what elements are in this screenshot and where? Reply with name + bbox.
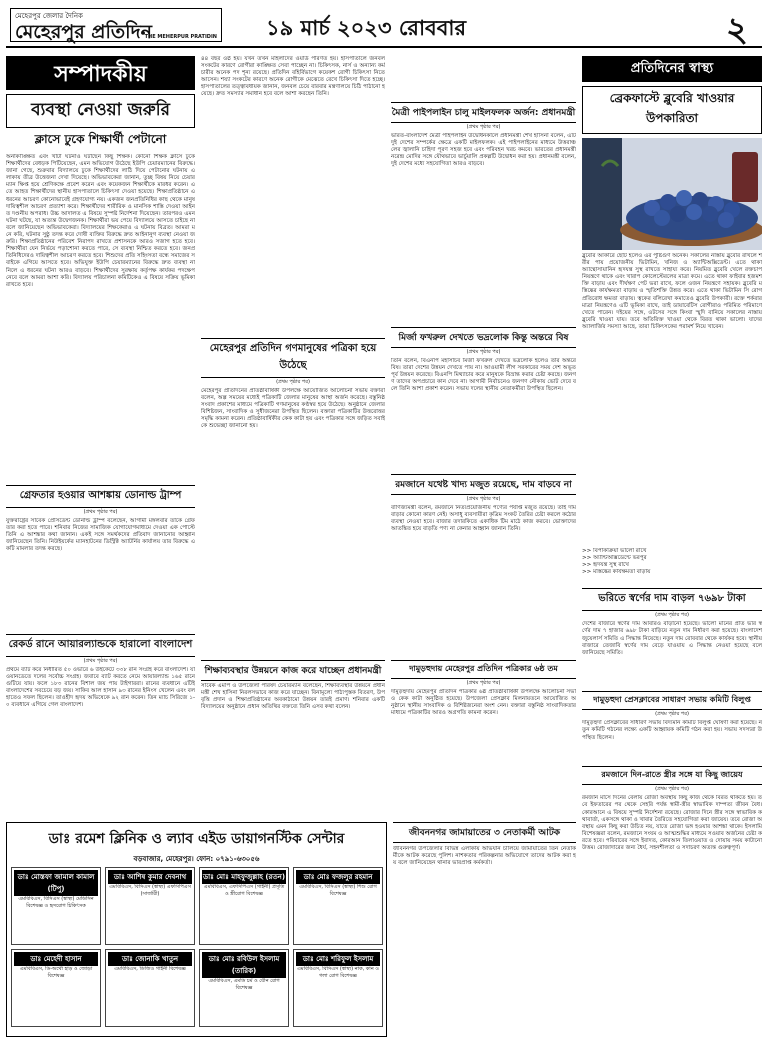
education-headline: শিক্ষাব্যবস্থার উন্নয়নে কাজ করে যাচ্ছেন প্রধানমন্ত্রী [201, 660, 385, 681]
doctor-card [105, 867, 195, 945]
doctor-detail: এমবিবিএস, বিসিএস (স্বাস্থ্য) শিশু রোগ বিশেষজ্ঞ [299, 884, 377, 897]
jibonnagar-body: জীবননগর উপজেলার বিভিন্ন এলাকায় অভিযান চালিয়ে জামায়াতের তিন নেতাকর্মীকে আটক করেছে পুলিশ। নাশকতার পরিকল্পনার অভিযোগে তাদের আটক করা হয় বলে জানিয়েছেন থানার ভারপ্রাপ্ত কর্মকর্তা। [393, 846, 576, 867]
hospital-body-cont [391, 56, 576, 98]
doctor-detail: এমবিবিএস, এমডি চর্ম ও যৌন রোগ বিশেষজ্ঞ [208, 978, 280, 991]
health-tip: >> মস্তিষ্কের কার্যক্ষমতা বাড়ায় [582, 569, 651, 576]
blueberry-image [582, 138, 762, 250]
health-tip: >> অ্যান্টিঅক্সিডেন্টে ভরপুর [582, 555, 647, 562]
clinic-advertisement [6, 822, 387, 1037]
anniversary-headline: মেহেরপুর প্রতিদিন গণমানুষের পত্রিকা হয়ে উঠেছে [201, 338, 385, 378]
ramadan-tips-body: রমজান মাসে দিনের বেলায় রোজা অবস্থায় কিছু কাজ থেকে বিরত থাকতে হয়। তবে ইফতারের পর থেকে সেহরি পর্যন্ত স্বামী-স্ত্রীর স্বাভাবিক দাম্পত্য জীবন বৈধ। কোরআনে এ বিষয়ে সুস্পষ্ট নির্দেশনা রয়েছে। রোজার দিনে স্ত্রীর সঙ্গে স্বাভাবিক কথাবার্তা, একসঙ্গে থাকা ও খাবার তৈরিতে সহযোগিতা করা জায়েয। তবে রোজা অবস্থায় এমন কিছু করা উচিত নয়, যাতে রোজা ভঙ্গ হওয়ার আশঙ্কা থাকে। ইসলামি বিশেষজ্ঞরা বলেন, রমজানে সংযম ও আত্মশুদ্ধির মাধ্যমে সওয়াব অর্জনের চেষ্টা করতে হবে। পরিবারের সঙ্গে ইবাদত, কোরআন তিলাওয়াত ও দোয়ায় সময় কাটানো উত্তম। রোজাদারের জন্য ধৈর্য, সহনশীলতা ও সদাচরণ অত্যন্ত গুরুত্বপূর্ণ। [582, 795, 762, 852]
doctor-card [105, 949, 195, 1027]
doctor-card [199, 867, 289, 945]
doctor-card [199, 949, 289, 1027]
damurhuda-body: দামুড়হুদায় মেহেরপুর প্রতিদিন পত্রিকার ৬ষ্ঠ প্রতিষ্ঠাবার্ষিকী উপলক্ষে আলোচনা সভা ও কেক কাটা অনুষ্ঠিত হয়েছে। উপজেলা প্রেসক্লাব মিলনায়তনে আয়োজিত অনুষ্ঠানে স্থানীয় সাংবাদিক ও বিশিষ্টজনেরা অংশ নেন। বক্তারা বস্তুনিষ্ঠ সাংবাদিকতার মাধ্যমে পত্রিকাটির আরও অগ্রগতি কামনা করেন। [391, 689, 576, 717]
health-title: ব্রেকফাস্টে ব্লুবেরি খাওয়ার উপকারিতা [582, 86, 762, 134]
issue-date: ১৯ মার্চ ২০২৩ রোববার [266, 16, 467, 40]
doctor-detail: এমবিবিএস, এফসিপিএস (গাইনী) প্রসূতি ও স্ত্রীরোগ বিশেষজ্ঞ [203, 884, 285, 897]
gold-continued: (প্রথম পৃষ্ঠার পর) [655, 612, 689, 619]
clinic-address: বড়বাজার, মেহেরপুর। ফোন: ০৭৯১-৬৩০৫৬ [133, 855, 260, 863]
anniversary-continued: (প্রথম পৃষ্ঠার পর) [276, 379, 310, 385]
trump-headline: গ্রেফতার হওয়ার আশঙ্কায় ডোনাল্ড ট্রাম্প [6, 485, 195, 508]
newspaper-name: মেহেরপুর প্রতিদিন [15, 21, 152, 43]
cricket-continued: (প্রথম পৃষ্ঠার পর) [83, 658, 118, 664]
doctor-detail: এমবিবিএস, বিসিএস (স্বাস্থ্য) এফসিপিএস (সার্জারী) [109, 884, 191, 897]
editorial-banner: সম্পাদকীয় [6, 56, 195, 90]
damurhuda-headline: দামুড়হুদায় মেহেরপুর প্রতিদিন পত্রিকার ৬ষ্ঠ তম [391, 660, 576, 679]
cricket-headline: রেকর্ড রানে আয়ারল্যান্ডকে হারালো বাংলাদেশ [6, 634, 195, 657]
right-column [582, 56, 762, 1037]
ramadan-stock-continued: (প্রথম পৃষ্ঠার পর) [466, 496, 501, 502]
ramadan-tips-headline: রমজানে দিন-রাতে স্ত্রীর সঙ্গে যা কিছু জায়েয [582, 766, 762, 785]
page-number: ২ [725, 10, 748, 50]
doctor-card [11, 867, 101, 945]
clinic-title: ডাঃ রমেশ ক্লিনিক ও ল্যাব এইড ডায়াগনস্টিক সেন্টার [48, 831, 345, 847]
doctor-detail: এমবিবিএস, বিসিএস (স্বাস্থ্য) মেডিসিন বিশেষজ্ঞ ও হৃদরোগ চিকিৎসক [18, 896, 94, 909]
editorial-title: ব্যবস্থা নেওয়া জরুরি [6, 94, 195, 128]
doctor-detail: এমবিবিএস, ডি-অর্থো হাড় ও জোড়া বিশেষজ্ঞ [19, 966, 93, 979]
gold-headline: ভরিতে স্বর্ণের দাম বাড়ল ৭৬৯৮ টাকা [582, 588, 762, 611]
masthead [6, 4, 762, 48]
doctor-name: ডাঃ মোস্তফা জামাল কামাল (টিপু) [14, 870, 98, 896]
gold-body: দেশের বাজারে স্বর্ণের দাম আবারও বাড়ানো হয়েছে। ভালো মানের প্রতি ভরি স্বর্ণের দাম ৭ হাজার ৬৯৮ টাকা বাড়িয়ে নতুন দাম নির্ধারণ করা হয়েছে। বাংলাদেশ জুয়েলার্স সমিতি এ সিদ্ধান্ত নিয়েছে। নতুন দাম রোববার থেকে কার্যকর হবে। স্থানীয় বাজারে তেজাবি স্বর্ণের দাম বেড়ে যাওয়ায় এ সিদ্ধান্ত নেওয়া হয়েছে বলে জানিয়েছে সমিতি। [582, 621, 762, 656]
mirza-body: তিনি বলেন, বিএনপি মহাসচিব মির্জা ফখরুল দেখতে ভদ্রলোক হলেও তার অন্তরে বিষ। তারা দেশের উন্নয়ন দেখতে পায় না। আওয়ামী লীগ সরকারের সময় দেশ অভূতপূর্ব উন্নয়ন করেছে। বিএনপি মিথ্যাচার করে মানুষকে বিভ্রান্ত করার চেষ্টা করছে। জনগণ তাদের অপপ্রচারে কান দেবে না। আগামী নির্বাচনেও জনগণ নৌকায় ভোট দেবে বলে তিনি আশা প্রকাশ করেন। সভায় দলের স্থানীয় নেতাকর্মীরা উপস্থিত ছিলেন। [391, 358, 576, 393]
mirza-continued: (প্রথম পৃষ্ঠার পর) [466, 349, 501, 355]
pressclub-headline: দামুড়হুদা প্রেসক্লাবের সাধারণ সভায় কমিটি বিলুপ্ত [582, 691, 762, 710]
jibonnagar-story [393, 822, 576, 1037]
newspaper-page [6, 4, 762, 1037]
doctor-detail: এমবিবিএস, বিসিএস (স্বাস্থ্য) নাক, কান ও গলা রোগ বিশেষজ্ঞ [297, 966, 379, 979]
left-column [6, 56, 195, 818]
pm-headline: মৈত্রী পাইপলাইন চালু মাইলফলক অর্জন: প্রধানমন্ত্রী [391, 102, 576, 123]
doctor-name: ডাঃ মোঃ রবিউল ইসলাম (তারিক) [202, 952, 286, 978]
education-body: সাবেক এমপি ও উপজেলা পরিষদ চেয়ারম্যান বলেছেন, শিক্ষাব্যবস্থার উন্নয়নে প্রধানমন্ত্রী শেখ হাসিনা নিরলসভাবে কাজ করে যাচ্ছেন। বিনামূল্যে পাঠ্যপুস্তক বিতরণ, উপবৃত্তি প্রদান ও শিক্ষাপ্রতিষ্ঠানের অবকাঠামো উন্নয়ন তারই প্রমাণ। শনিবার একটি বিদ্যালয়ের অনুষ্ঠানে প্রধান অতিথির বক্তব্যে তিনি এসব কথা বলেন। [201, 683, 385, 711]
trump-body: যুক্তরাষ্ট্রের সাবেক প্রেসিডেন্ট ডোনাল্ড ট্রাম্প বলেছেন, আগামী মঙ্গলবার তাকে গ্রেফতার করা হতে পারে। শনিবার নিজের সামাজিক যোগাযোগমাধ্যমে দেওয়া এক পোস্টে তিনি এ আশঙ্কার কথা জানান। একই সঙ্গে সমর্থকদের প্রতিবাদ জানানোর আহ্বান জানিয়েছেন তিনি। নিউইয়র্কের ম্যানহাটনের ডিস্ট্রিক্ট অ্যাটর্নির কার্যালয় তার বিরুদ্ধে একটি মামলার তদন্ত করছে। [6, 518, 195, 553]
jibonnagar-headline: জীবননগর জামায়াতের ৩ নেতাকর্মী আটক [393, 822, 576, 843]
doctor-name: ডাঃ মোঃ শরিফুল ইসলাম [296, 952, 380, 966]
trump-continued: (প্রথম পৃষ্ঠার পর) [83, 509, 118, 515]
middle-column [201, 56, 576, 818]
doctor-name: ডাঃ জোনাকি খাতুন [108, 952, 192, 966]
doctor-name: ডাঃ মেহেদী হাসান [14, 952, 98, 966]
anniversary-body: মেহেরপুর প্রতিদিনের প্রতিষ্ঠাবার্ষিকী উপলক্ষে আয়োজিত আলোচনা সভায় বক্তারা বলেন, অল্প সময়ের মধ্যেই পত্রিকাটি জেলার মানুষের আস্থা অর্জন করেছে। বস্তুনিষ্ঠ সংবাদ প্রকাশের মাধ্যমে পত্রিকাটি গণমানুষের কণ্ঠস্বর হয়ে উঠেছে। অনুষ্ঠানে জেলার বিশিষ্টজন, সাংবাদিক ও সুধীজনেরা উপস্থিত ছিলেন। বক্তারা পত্রিকাটির উত্তরোত্তর সমৃদ্ধি কামনা করেন। প্রতিষ্ঠাবার্ষিকীর কেক কাটা হয় এবং পত্রিকার সঙ্গে জড়িত সবাইকে শুভেচ্ছা জানানো হয়। [201, 388, 385, 430]
doctor-card [293, 949, 383, 1027]
pm-body: ভারত-বাংলাদেশ মৈত্রী পাইপলাইন উদ্বোধনকালে প্রধানমন্ত্রী শেখ হাসিনা বলেন, এটি দুই দেশের সম্পর্কের ক্ষেত্রে একটি মাইলফলক। এই পাইপলাইনের মাধ্যমে উত্তরাঞ্চলের জ্বালানি চাহিদা পূরণ সহজ হবে এবং পরিবহন খরচ কমবে। ভারতের প্রধানমন্ত্রী নরেন্দ্র মোদির সঙ্গে যৌথভাবে ভার্চুয়ালি প্রকল্পটি উদ্বোধন করা হয়। প্রধানমন্ত্রী বলেন, দুই দেশের মধ্যে সহযোগিতা আরও বাড়বে। [391, 133, 576, 168]
blueberry-photo [582, 138, 762, 250]
doctor-name: ডাঃ মোঃ মাহফুজুল্লাহ (রতন) [202, 870, 286, 884]
editorial-subtitle: ক্লাসে ঢুকে শিক্ষার্থী পেটানো [34, 132, 167, 146]
cricket-body: প্রথমে ব্যাট করে নির্ধারিত ৫০ ওভারে ৬ উইকেটে ৩৩৮ রান সংগ্রহ করে বাংলাদেশ। যা ওয়ানডেতে দলের সর্বোচ্চ সংগ্রহ। জবাবে ব্যাট করতে নেমে আয়ারল্যান্ড ১৬৫ রানে গুটিয়ে যায়। ফলে ১৮৩ রানের বিশাল জয় পায় টাইগাররা। রানের ব্যবধানে এটিই বাংলাদেশের সবচেয়ে বড় জয়। সাকিব আল হাসান ৯৩ রানের ইনিংস খেলেন এবং বল হাতেও সফল ছিলেন। তাওহীদ হৃদয় অভিষেকে ৯২ রান করেন। তিন ম্যাচ সিরিজে ১-০ ব্যবধানে এগিয়ে গেল বাংলাদেশ। [6, 667, 195, 709]
ramadan-stock-body: বাণিজ্যমন্ত্রী বলেন, রমজানে নিত্যপ্রয়োজনীয় পণ্যের পর্যাপ্ত মজুত রয়েছে। তাই দাম বাড়ার কোনো কারণ নেই। অসাধু ব্যবসায়ীরা কৃত্রিম সংকট তৈরির চেষ্টা করলে কঠোর ব্যবস্থা নেওয়া হবে। বাজার তদারকিতে একাধিক টিম মাঠে কাজ করবে। ভোক্তাদের আতঙ্কিত হয়ে বাড়তি পণ্য না কেনার আহ্বান জানান তিনি। [391, 505, 576, 533]
health-tip: >> হৃদযন্ত্র সুস্থ রাখে [582, 562, 629, 569]
newspaper-english-name: THE MEHERPUR PRATIDIN [144, 34, 217, 40]
doctor-name: ডাঃ মোঃ ফজলুর রহমান [296, 870, 380, 884]
pm-continued: (প্রথম পৃষ্ঠার পর) [466, 124, 501, 130]
doctor-name: ডাঃ আশিষ কুমার দেবনাথ [108, 870, 192, 884]
doctor-card [293, 867, 383, 945]
doctor-grid [11, 867, 383, 1027]
pressclub-continued: (প্রথম পৃষ্ঠার পর) [655, 711, 689, 718]
logo-tagline: মেহেরপুর জেলার দৈনিক [15, 12, 83, 20]
damurhuda-continued: (প্রথম পৃষ্ঠার পর) [466, 680, 501, 686]
pressclub-body: দামুড়হুদা প্রেসক্লাবের সাধারণ সভায় বিদ্যমান কমিটি বিলুপ্ত ঘোষণা করা হয়েছে। নতুন কমিটি গঠনের লক্ষ্যে একটি আহ্বায়ক কমিটি গঠন করা হয়। সভায় সদস্যরা উপস্থিত ছিলেন। [582, 720, 762, 741]
doctor-detail: এমবিবিএস, ডিজিও গাইনী বিশেষজ্ঞ [114, 966, 186, 972]
doctor-card [11, 949, 101, 1027]
ramadan-stock-headline: রমজানে যথেষ্ট খাদ্য মজুত রয়েছে, দাম বাড়বে না [391, 474, 576, 495]
newspaper-logo [10, 8, 222, 42]
ramadan-tips-continued: (প্রথম পৃষ্ঠার পর) [655, 786, 689, 793]
health-banner: প্রতিদিনের স্বাস্থ্য [582, 56, 762, 82]
editorial-body: অনাকাঙ্ক্ষিত এবং খাঁটা ঘটনাও ঘটাছেন কিছু শিক্ষক। কোনো শিক্ষক ক্লাসে ঢুকে শিক্ষার্থীদের বেধড়ক পিটিয়েছেন, এমন অভিযোগ উঠেছে ইউপি চেয়ারম্যানের বিরুদ্ধে। জানা গেছে, শুক্রবার বিদ্যালয়ে ঢুকে শিক্ষার্থীদের লাঠি দিয়ে পেটানোর ঘটনায় এলাকায় তীব্র উত্তেজনা দেখা দিয়েছে। অভিভাবকেরা জানান, তুচ্ছ বিষয় নিয়ে চেয়ারম্যান ক্ষিপ্ত হয়ে শ্রেণিকক্ষে প্রবেশ করেন এবং কয়েকজন শিক্ষার্থীকে মারধর করেন। এতে আহত শিক্ষার্থীদের স্থানীয় হাসপাতালে চিকিৎসা দেওয়া হয়েছে। শিক্ষাপ্রতিষ্ঠানে এ ধরনের আচরণ কোনোভাবেই গ্রহণযোগ্য নয়। একজন জনপ্রতিনিধির কাছ থেকে মানুষ দায়িত্বশীল আচরণ প্রত্যাশা করে। শিক্ষার্থীদের শারীরিক ও মানসিক শাস্তি দেওয়া আইনত দণ্ডনীয় অপরাধ। উচ্চ আদালত এ বিষয়ে সুস্পষ্ট নির্দেশনা দিয়েছেন। তারপরও এমন ঘটনা ঘটছে, যা অত্যন্ত উদ্বেগজনক। শিক্ষার্থীরা ভয় পেয়ে বিদ্যালয়ে আসতে চাইছে না বলে জানিয়েছেন অভিভাবকেরা। বিদ্যালয়ের শিক্ষকেরাও এ ঘটনায় বিব্রত। আমরা মনে করি, ঘটনার সুষ্ঠু তদন্ত করে দোষী ব্যক্তির বিরুদ্ধে দ্রুত আইনানুগ ব্যবস্থা নেওয়া জরুরি। শিক্ষাপ্রতিষ্ঠানের পরিবেশ নিরাপদ রাখতে প্রশাসনকে আরও সজাগ হতে হবে। শিক্ষার্থীরা যেন নির্ভয়ে পড়াশোনা করতে পারে, সে ব্যবস্থা নিশ্চিত করতে হবে। জনপ্রতিনিধিদেরও দায়িত্বশীল আচরণ করতে হবে। শিশুদের প্রতি সহিংসতা বন্ধে সমাজের সবাইকে এগিয়ে আসতে হবে। অভিযুক্ত ইউপি চেয়ারম্যানের বিরুদ্ধে দ্রুত ব্যবস্থা না নিলে এ ধরনের ঘটনা আরও বাড়বে। শিক্ষার্থীদের সুরক্ষায় কর্তৃপক্ষ কার্যকর পদক্ষেপ নেবে বলে আমরা আশা করি। বিদ্যালয় পরিচালনা কমিটিকেও এ বিষয়ে সক্রিয় ভূমিকা রাখতে হবে। [6, 154, 195, 288]
health-body: ব্লুবেরি আকারে ছোট হলেও এর পুষ্টিগুণ অনেক। সকালের নাস্তায় ব্লুবেরি রাখলে শরীর পায় প্রয়োজনীয় ভিটামিন, খনিজ ও অ্যান্টিঅক্সিডেন্ট। এতে থাকা অ্যান্থোসায়ানিন হৃদযন্ত্র সুস্থ রাখতে সাহায্য করে। নিয়মিত ব্লুবেরি খেলে রক্তচাপ নিয়ন্ত্রণে থাকে এবং খারাপ কোলেস্টেরলের মাত্রা কমে। এতে থাকা ফাইবার হজমশক্তি বাড়ায় এবং দীর্ঘক্ষণ পেট ভরা রাখে, ফলে ওজন নিয়ন্ত্রণে সহায়ক। ব্লুবেরি মস্তিষ্কের কার্যক্ষমতা বাড়ায় ও স্মৃতিশক্তি উন্নত করে। এতে থাকা ভিটামিন সি রোগ প্রতিরোধ ক্ষমতা বাড়ায়। ত্বকের বলিরেখা কমাতেও ব্লুবেরি উপকারী। রক্তে শর্করার মাত্রা নিয়ন্ত্রণেও এটি ভূমিকা রাখে, তাই ডায়াবেটিস রোগীরাও পরিমিত পরিমাণে খেতে পারেন। দইয়ের সঙ্গে, ওটসের সঙ্গে কিংবা স্মুদি বানিয়ে সকালের নাস্তায় ব্লুবেরি খাওয়া যায়। তবে অতিরিক্ত খাওয়া থেকে বিরত থাকা ভালো। যাদের অ্যালার্জির সমস্যা আছে, তারা চিকিৎসকের পরামর্শ নিয়ে খাবেন। [582, 253, 762, 330]
mirza-headline: মির্জা ফখরুল দেখতে ভদ্রলোক কিন্তু অন্তরে বিষ [391, 327, 576, 348]
health-tips [582, 548, 762, 576]
hospital-body: ৪৪ বছর ওষ্ঠ হয়। যখন তখন মহিলাদের ওয়ার্ড পরিণত হয়। হাসপাতালে জনবল সংকটের কারণে রোগীরা কাঙ্ক্ষিত সেবা পাচ্ছেন না। চিকিৎসক, নার্স ও অন্যান্য কর্মচারীর অনেক পদ শূন্য রয়েছে। প্রতিদিন বহির্বিভাগে কয়েকশ রোগী চিকিৎসা নিতে আসেন। শয্যা সংকটের কারণে অনেক রোগীকে মেঝেতে রেখে চিকিৎসা দিতে হচ্ছে। হাসপাতালের তত্ত্বাবধায়ক জানান, জনবল চেয়ে বারবার মন্ত্রণালয়ে চিঠি পাঠানো হয়েছে। দ্রুত সমস্যার সমাধান হবে বলে আশা করছেন তিনি। [201, 56, 385, 98]
health-tip: >> বিপাকক্রিয়া ভালো রাখে [582, 548, 647, 554]
